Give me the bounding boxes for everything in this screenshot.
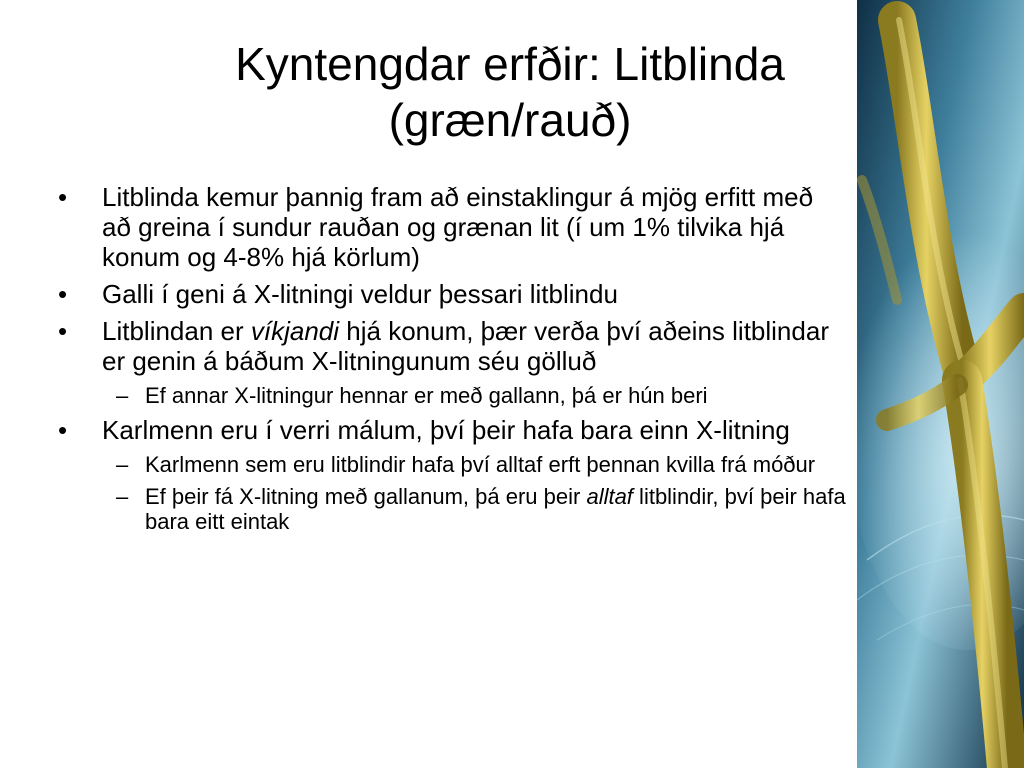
sub-bullet-item — [58, 484, 848, 534]
bullet-text: Galli í geni á X-litningi veldur þessari litblindu — [102, 279, 618, 309]
title-line-2: (græn/rauð) — [388, 94, 632, 146]
bullet-list — [58, 182, 848, 541]
bullet-text: Litblinda kemur þannig fram að einstaklingur á mjög erfitt með að greina í sundur rauðan og grænan lit (í um 1% tilvika hjá konum og 4-8% hjá körlum) — [102, 182, 814, 272]
bullet-marker: • — [58, 415, 68, 445]
sub-bullet-text: Ef annar X-litningur hennar er með gallann, þá er hún beri — [145, 383, 708, 408]
sub-bullet-marker: – — [116, 484, 129, 509]
bullet-marker: • — [58, 182, 68, 212]
bullet-item — [58, 316, 848, 376]
chromosome-image — [857, 0, 1024, 768]
slide-title — [150, 36, 870, 148]
sub-bullet-marker: – — [116, 452, 129, 477]
bullet-item — [58, 182, 848, 272]
bullet-text-after: hjá konum, þær verða því aðeins litblindar er genin á báðum X-litningunum séu gölluð — [102, 316, 829, 376]
bullet-marker: • — [58, 279, 68, 309]
sub-bullet-text-after: litblindir, því þeir hafa bara eitt eintak — [145, 484, 846, 534]
bullet-marker: • — [58, 316, 68, 346]
bullet-text: Karlmenn eru í verri málum, því þeir hafa bara einn X-litning — [102, 415, 790, 445]
sub-bullet-item — [58, 452, 848, 477]
bullet-item — [58, 279, 848, 309]
title-line-1: Kyntengdar erfðir: Litblinda — [235, 38, 785, 90]
sub-bullet-text-italic: alltaf — [586, 484, 633, 509]
sub-bullet-marker: – — [116, 383, 129, 408]
bullet-text-before: Litblindan er — [102, 316, 251, 346]
sub-bullet-text: Karlmenn sem eru litblindir hafa því alltaf erft þennan kvilla frá móður — [145, 452, 816, 477]
bullet-item — [58, 415, 848, 445]
sub-bullet-text-before: Ef þeir fá X-litning með gallanum, þá eru þeir — [145, 484, 587, 509]
sub-bullet-item — [58, 383, 848, 408]
chromosome-illustration — [857, 0, 1024, 768]
bullet-text-italic: víkjandi — [250, 316, 340, 346]
